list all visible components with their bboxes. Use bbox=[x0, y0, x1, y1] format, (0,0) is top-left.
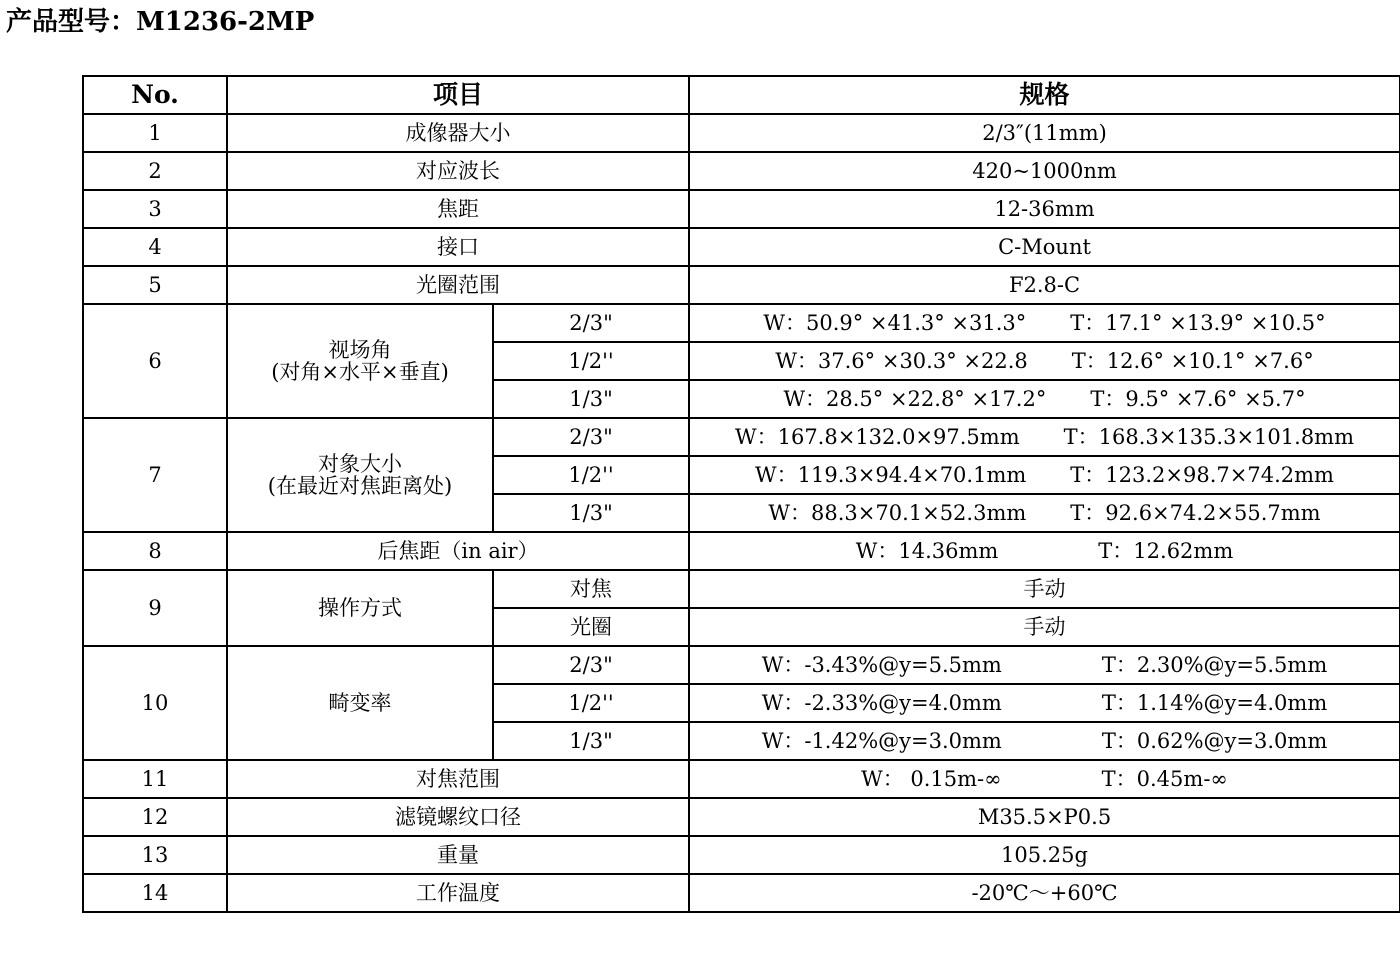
row-spec bbox=[689, 760, 1400, 798]
row-spec: 2/3″(11mm) bbox=[689, 114, 1400, 152]
table-row bbox=[83, 266, 1400, 304]
spec-w: W：-1.42%@y=3.0mm bbox=[761, 729, 1002, 753]
row-sub-label: 光圈 bbox=[493, 608, 689, 646]
table-row bbox=[83, 570, 1400, 608]
table-row bbox=[83, 760, 1400, 798]
spec-t: T：123.2×98.7×74.2mm bbox=[1070, 463, 1334, 487]
header-no: No. bbox=[83, 76, 227, 114]
spec-t: T：12.62mm bbox=[1098, 539, 1234, 563]
table-row bbox=[83, 874, 1400, 912]
spec-w: W：119.3×94.4×70.1mm bbox=[755, 463, 1027, 487]
spec-w: W：167.8×132.0×97.5mm bbox=[735, 425, 1020, 449]
row-item: 工作温度 bbox=[227, 874, 689, 912]
row-sub-label: 对焦 bbox=[493, 570, 689, 608]
spec-w: W：-3.43%@y=5.5mm bbox=[761, 653, 1002, 677]
spec-w: W：-2.33%@y=4.0mm bbox=[761, 691, 1002, 715]
row-sub-size: 2/3" bbox=[493, 646, 689, 684]
row-no: 9 bbox=[83, 570, 227, 646]
product-model-title: 产品型号：M1236-2MP bbox=[6, 7, 315, 37]
row-spec: F2.8-C bbox=[689, 266, 1400, 304]
row-sub-size: 1/2'' bbox=[493, 456, 689, 494]
row-item: 后焦距（in air） bbox=[227, 532, 689, 570]
row-no: 2 bbox=[83, 152, 227, 190]
row-no: 4 bbox=[83, 228, 227, 266]
row-spec: 手动 bbox=[689, 608, 1400, 646]
row-spec: -20℃～+60℃ bbox=[689, 874, 1400, 912]
row-spec: 12-36mm bbox=[689, 190, 1400, 228]
spec-t: T：92.6×74.2×55.7mm bbox=[1070, 501, 1321, 525]
table-row bbox=[83, 304, 1400, 342]
spec-w: W： 0.15m-∞ bbox=[861, 767, 1002, 791]
table-row bbox=[83, 798, 1400, 836]
spec-t: T：17.1° ×13.9° ×10.5° bbox=[1070, 311, 1326, 335]
row-no: 5 bbox=[83, 266, 227, 304]
table-header-row bbox=[83, 76, 1400, 114]
table-row bbox=[83, 418, 1400, 456]
row-spec: M35.5×P0.5 bbox=[689, 798, 1400, 836]
row-spec bbox=[689, 684, 1400, 722]
table-row bbox=[83, 228, 1400, 266]
spec-t: T：9.5° ×7.6° ×5.7° bbox=[1090, 387, 1306, 411]
row-sub-size: 2/3" bbox=[493, 304, 689, 342]
spec-t: T：1.14%@y=4.0mm bbox=[1101, 691, 1328, 715]
row-spec: 手动 bbox=[689, 570, 1400, 608]
row-spec bbox=[689, 494, 1400, 532]
header-item: 项目 bbox=[227, 76, 689, 114]
row-no: 14 bbox=[83, 874, 227, 912]
row-no: 1 bbox=[83, 114, 227, 152]
spec-w: W：14.36mm bbox=[855, 539, 999, 563]
row-sub-size: 1/3" bbox=[493, 380, 689, 418]
spec-t: T：168.3×135.3×101.8mm bbox=[1063, 425, 1355, 449]
row-item: 成像器大小 bbox=[227, 114, 689, 152]
row-spec bbox=[689, 532, 1400, 570]
spec-t: T：0.62%@y=3.0mm bbox=[1101, 729, 1328, 753]
row-sub-size: 1/3" bbox=[493, 494, 689, 532]
row-item: 焦距 bbox=[227, 190, 689, 228]
row-item: 重量 bbox=[227, 836, 689, 874]
row-spec bbox=[689, 722, 1400, 760]
row-spec: 105.25g bbox=[689, 836, 1400, 874]
row-no: 11 bbox=[83, 760, 227, 798]
row-no: 7 bbox=[83, 418, 227, 532]
row-no: 3 bbox=[83, 190, 227, 228]
spec-t: T：0.45m-∞ bbox=[1101, 767, 1228, 791]
row-spec bbox=[689, 380, 1400, 418]
row-spec bbox=[689, 646, 1400, 684]
row-item: 操作方式 bbox=[227, 570, 493, 646]
row-spec: 420~1000nm bbox=[689, 152, 1400, 190]
row-spec: C-Mount bbox=[689, 228, 1400, 266]
spec-t: T：2.30%@y=5.5mm bbox=[1101, 653, 1328, 677]
row-item-line2: (对角×水平×垂直) bbox=[271, 360, 449, 384]
row-sub-size: 1/2'' bbox=[493, 684, 689, 722]
row-spec bbox=[689, 418, 1400, 456]
table-row bbox=[83, 190, 1400, 228]
table-row bbox=[83, 646, 1400, 684]
row-item: 畸变率 bbox=[227, 646, 493, 760]
row-no: 10 bbox=[83, 646, 227, 760]
row-item: 对应波长 bbox=[227, 152, 689, 190]
row-item-line1: 视场角 bbox=[328, 338, 392, 362]
row-item: 光圈范围 bbox=[227, 266, 689, 304]
table-row bbox=[83, 114, 1400, 152]
row-spec bbox=[689, 456, 1400, 494]
table-row bbox=[83, 532, 1400, 570]
row-no: 8 bbox=[83, 532, 227, 570]
spec-w: W：28.5° ×22.8° ×17.2° bbox=[783, 387, 1047, 411]
row-sub-size: 2/3" bbox=[493, 418, 689, 456]
row-item bbox=[227, 418, 493, 532]
spec-w: W：37.6° ×30.3° ×22.8 bbox=[775, 349, 1028, 373]
row-item: 滤镜螺纹口径 bbox=[227, 798, 689, 836]
row-item bbox=[227, 304, 493, 418]
table-row bbox=[83, 152, 1400, 190]
header-spec: 规格 bbox=[689, 76, 1400, 114]
row-sub-size: 1/3" bbox=[493, 722, 689, 760]
row-no: 12 bbox=[83, 798, 227, 836]
row-sub-size: 1/2'' bbox=[493, 342, 689, 380]
row-no: 13 bbox=[83, 836, 227, 874]
row-spec bbox=[689, 304, 1400, 342]
row-item-line1: 对象大小 bbox=[318, 452, 402, 476]
row-no: 6 bbox=[83, 304, 227, 418]
table-row bbox=[83, 836, 1400, 874]
row-spec bbox=[689, 342, 1400, 380]
row-item: 接口 bbox=[227, 228, 689, 266]
row-item: 对焦范围 bbox=[227, 760, 689, 798]
spec-w: W：88.3×70.1×52.3mm bbox=[768, 501, 1027, 525]
spec-t: T：12.6° ×10.1° ×7.6° bbox=[1071, 349, 1314, 373]
spec-table bbox=[82, 75, 1400, 913]
spec-w: W：50.9° ×41.3° ×31.3° bbox=[763, 311, 1027, 335]
row-item-line2: (在最近对焦距离处) bbox=[267, 474, 453, 498]
